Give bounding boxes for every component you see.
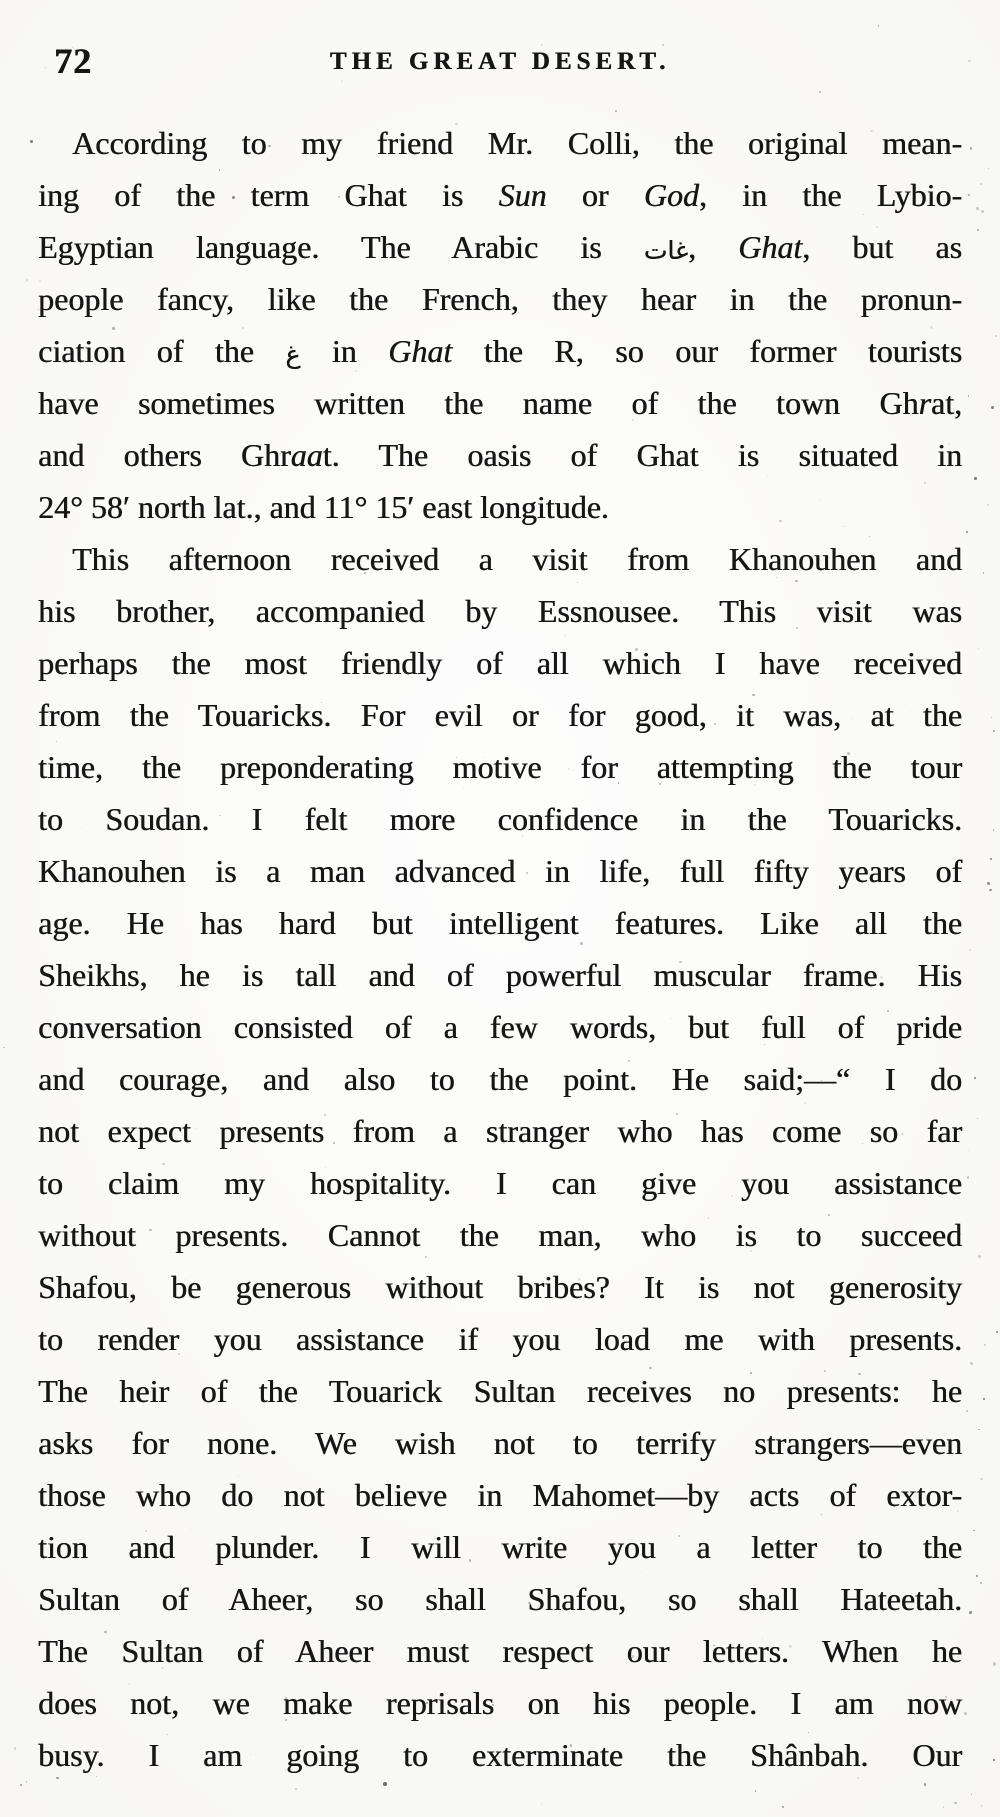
- text-segment: Sheikhs, he is tall and of powerful muscular frame. His: [38, 957, 962, 993]
- text-segment: without presents. Cannot the man, who is to succeed: [38, 1217, 962, 1253]
- text-segment: time, the preponderating motive for attempting the tour: [38, 749, 962, 785]
- text-line: [38, 1053, 962, 1105]
- paragraph: [38, 533, 962, 1781]
- noise-speckle: [295, 1788, 298, 1791]
- noise-speckle: [819, 91, 821, 93]
- noise-speckle: [987, 504, 989, 506]
- text-line: [38, 273, 962, 325]
- text-segment: According to my friend Mr. Colli, the original mean-: [72, 125, 962, 161]
- text-segment: asks for none. We wish not to terrify strangers—even: [38, 1425, 962, 1461]
- page-text: [38, 117, 962, 1781]
- text-segment: Khanouhen is a man advanced in life, full fifty years of: [38, 853, 962, 889]
- text-line: [38, 1313, 962, 1365]
- noise-speckle: [541, 1803, 543, 1805]
- text-line: [38, 1157, 962, 1209]
- noise-speckle: [978, 1429, 980, 1431]
- noise-speckle: [978, 648, 979, 649]
- noise-speckle: [971, 1794, 972, 1795]
- text-segment: ciation of the: [38, 333, 286, 369]
- noise-speckle: [615, 110, 617, 112]
- text-segment: people fancy, like the French, they hear in the pronun-: [38, 281, 962, 317]
- noise-speckle: [973, 1530, 975, 1532]
- text-segment: from the Touaricks. For evil or for good, it was, at the: [38, 697, 962, 733]
- page-number: 72: [54, 41, 92, 81]
- noise-speckle: [984, 1344, 986, 1346]
- text-segment: those who do not believe in Mahomet—by acts of extor-: [38, 1477, 962, 1513]
- italic-text: Ghat: [738, 229, 803, 265]
- noise-speckle: [878, 25, 879, 26]
- text-line: [38, 117, 962, 169]
- text-line: [38, 1001, 962, 1053]
- text-segment: to render you assistance if you load me with presents.: [38, 1321, 962, 1357]
- page-header: [38, 40, 962, 90]
- noise-speckle: [974, 1077, 976, 1079]
- noise-speckle: [782, 1806, 784, 1808]
- text-segment: ing of the term Ghat is: [38, 177, 499, 213]
- text-segment: the R, so our former tourists: [452, 333, 963, 369]
- text-line: [38, 689, 962, 741]
- text-segment: does not, we make reprisals on his people. I am now: [38, 1685, 962, 1721]
- text-line: [38, 897, 962, 949]
- italic-text: Ghat: [388, 333, 453, 369]
- text-segment: perhaps the most friendly of all which I have received: [38, 645, 962, 681]
- noise-speckle: [26, 1781, 27, 1782]
- noise-speckle: [988, 168, 989, 169]
- text-segment: to claim my hospitality. I can give you assistance: [38, 1165, 962, 1201]
- noise-speckle: [968, 395, 969, 396]
- noise-speckle: [968, 194, 970, 196]
- noise-speckle: [3, 1047, 5, 1049]
- noise-speckle: [990, 858, 992, 860]
- noise-speckle: [991, 406, 994, 409]
- text-line: [38, 429, 962, 481]
- arabic-word: غات: [643, 236, 688, 265]
- text-segment: in: [300, 333, 389, 369]
- noise-speckle: [924, 1783, 926, 1785]
- text-segment: t. The oasis of Ghat is situated in: [322, 437, 963, 473]
- text-line: [38, 741, 962, 793]
- text-line: [38, 1417, 962, 1469]
- text-line: [38, 585, 962, 637]
- noise-speckle: [969, 1611, 972, 1614]
- text-line: [38, 637, 962, 689]
- noise-speckle: [966, 531, 968, 533]
- text-segment: not expect presents from a stranger who has come so far: [38, 1113, 962, 1149]
- text-segment: 24° 58′ north lat., and 11° 15′ east longitude.: [38, 489, 609, 525]
- text-line: [38, 1625, 962, 1677]
- text-line: [38, 169, 962, 221]
- text-segment: and courage, and also to the point. He said;—“ I do: [38, 1061, 962, 1097]
- paragraph: [38, 117, 962, 533]
- text-segment: conversation consisted of a few words, but full of pride: [38, 1009, 962, 1045]
- text-line: [38, 1365, 962, 1417]
- noise-speckle: [993, 1662, 996, 1665]
- noise-speckle: [969, 949, 971, 951]
- noise-speckle: [954, 1802, 956, 1804]
- text-segment: and others Ghr: [38, 437, 291, 473]
- noise-speckle: [993, 730, 995, 732]
- noise-speckle: [989, 889, 991, 891]
- text-segment: Egyptian language. The Arabic is: [38, 229, 644, 265]
- italic-text: r: [918, 385, 931, 421]
- text-segment: or: [546, 177, 644, 213]
- noise-speckle: [983, 1398, 985, 1400]
- noise-speckle: [30, 140, 33, 143]
- text-segment: , in the Lybio-: [698, 177, 962, 213]
- noise-speckle: [993, 1759, 995, 1761]
- noise-speckle: [993, 829, 995, 831]
- noise-speckle: [976, 207, 979, 210]
- text-line: [38, 949, 962, 1001]
- noise-speckle: [978, 1255, 981, 1258]
- noise-speckle: [996, 1331, 998, 1333]
- noise-speckle: [943, 1806, 945, 1808]
- noise-speckle: [968, 60, 971, 63]
- italic-text: Sun: [498, 177, 547, 213]
- text-segment: The Sultan of Aheer must respect our letters. When he: [38, 1633, 962, 1669]
- text-segment: Shafou, be generous without bribes? It is not generosity: [38, 1269, 962, 1305]
- text-segment: Sultan of Aheer, so shall Shafou, so shall Hateetah.: [38, 1581, 962, 1617]
- text-line: [38, 1261, 962, 1313]
- noise-speckle: [987, 882, 990, 885]
- text-line: [38, 1209, 962, 1261]
- noise-speckle: [755, 1790, 756, 1791]
- italic-text: God: [643, 177, 699, 213]
- text-line: [38, 325, 962, 377]
- text-line: [38, 1469, 962, 1521]
- noise-speckle: [991, 717, 992, 718]
- text-line: [38, 1521, 962, 1573]
- noise-speckle: [980, 1582, 981, 1583]
- noise-speckle: [974, 477, 977, 480]
- text-segment: busy. I am going to exterminate the Shânbah. Our: [38, 1737, 962, 1773]
- noise-speckle: [980, 183, 982, 185]
- text-segment: , but as: [802, 229, 962, 265]
- noise-speckle: [983, 572, 984, 573]
- noise-speckle: [383, 1782, 387, 1786]
- noise-speckle: [966, 1410, 968, 1412]
- italic-text: aa: [290, 437, 323, 473]
- text-segment: his brother, accompanied by Essnousee. This visit was: [38, 593, 962, 629]
- noise-speckle: [977, 1118, 978, 1119]
- noise-speckle: [26, 279, 29, 282]
- arabic-word: غ: [285, 340, 301, 369]
- noise-speckle: [980, 1478, 983, 1481]
- text-segment: at,: [930, 385, 962, 421]
- noise-speckle: [970, 1362, 973, 1365]
- text-line: [38, 845, 962, 897]
- running-title: THE GREAT DESERT.: [329, 48, 671, 75]
- text-line: [38, 533, 962, 585]
- text-line: [38, 1105, 962, 1157]
- noise-speckle: [970, 147, 972, 149]
- noise-speckle: [20, 1784, 22, 1786]
- noise-speckle: [981, 1805, 982, 1806]
- text-segment: This afternoon received a visit from Khanouhen and: [72, 541, 962, 577]
- text-segment: age. He has hard but intelligent features. Like all the: [38, 905, 962, 941]
- text-segment: have sometimes written the name of the town Gh: [38, 385, 919, 421]
- text-line: [38, 1573, 962, 1625]
- noise-speckle: [977, 229, 979, 231]
- text-segment: ,: [687, 229, 739, 265]
- noise-speckle: [14, 1747, 17, 1750]
- text-line: [38, 1729, 962, 1781]
- noise-speckle: [981, 210, 984, 213]
- text-segment: tion and plunder. I will write you a letter to the: [38, 1529, 962, 1565]
- noise-speckle: [995, 335, 997, 337]
- text-segment: to Soudan. I felt more confidence in the Touaricks.: [38, 801, 962, 837]
- noise-speckle: [964, 1712, 967, 1715]
- text-line: [38, 793, 962, 845]
- text-line: [38, 481, 962, 533]
- noise-speckle: [967, 1176, 970, 1179]
- noise-speckle: [968, 1150, 969, 1151]
- noise-speckle: [976, 1575, 978, 1577]
- text-line: [38, 377, 962, 429]
- text-segment: The heir of the Touarick Sultan receives no presents: he: [38, 1373, 962, 1409]
- text-line: [38, 221, 962, 273]
- text-line: [38, 1677, 962, 1729]
